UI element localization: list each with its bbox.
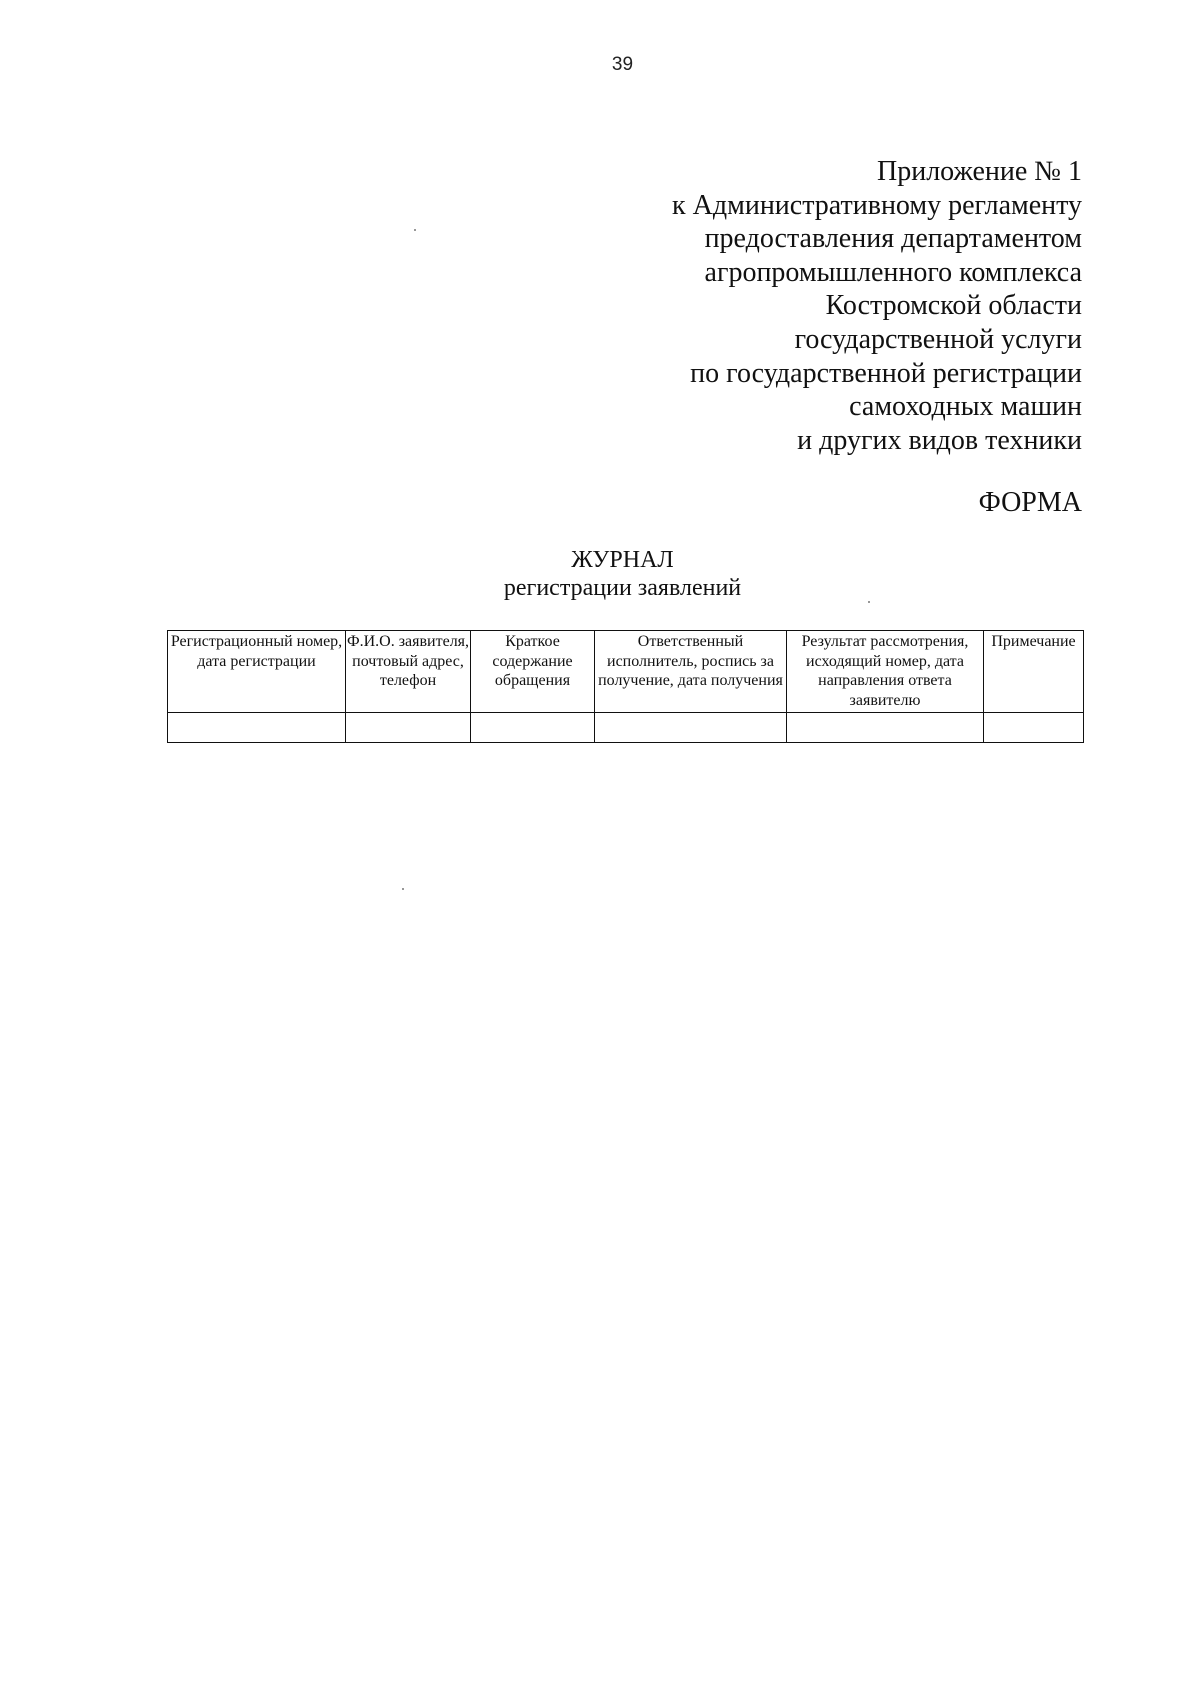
appendix-line: самоходных машин xyxy=(849,391,1082,423)
column-header-applicant: Ф.И.О. заявителя, почтовый адрес, телефон xyxy=(346,631,471,713)
appendix-line: по государственной регистрации xyxy=(690,357,1082,389)
column-header-result: Результат рассмотрения, исходящий номер, дата направления ответа заявителю xyxy=(787,631,984,713)
journal-title: ЖУРНАЛ xyxy=(571,547,674,573)
appendix-line: предоставления департаментом xyxy=(704,223,1082,255)
table-cell xyxy=(168,713,346,743)
journal-subtitle: регистрации заявлений xyxy=(503,575,742,601)
page-number: 39 xyxy=(611,54,634,75)
scan-speck xyxy=(402,888,404,890)
appendix-line: государственной услуги xyxy=(794,323,1082,355)
scan-speck xyxy=(414,229,416,231)
column-header-summary: Краткое содержание обращения xyxy=(471,631,595,713)
appendix-title: Приложение № 1 xyxy=(877,156,1082,187)
table-cell xyxy=(984,713,1084,743)
appendix-line: Костромской области xyxy=(825,290,1082,322)
table-row xyxy=(168,713,1084,743)
journal-table xyxy=(167,630,1084,743)
table-cell xyxy=(595,713,787,743)
table-cell xyxy=(346,713,471,743)
appendix-line: агропромышленного комплекса xyxy=(704,256,1082,288)
appendix-header xyxy=(672,155,1082,457)
table-cell xyxy=(471,713,595,743)
column-header-registration: Регистрационный номер, дата регистрации xyxy=(168,631,346,713)
table-cell xyxy=(787,713,984,743)
form-label: ФОРМА xyxy=(978,487,1082,518)
appendix-line: и других видов техники xyxy=(797,424,1082,456)
table-header-row xyxy=(168,631,1084,713)
column-header-note: Примечание xyxy=(984,631,1084,713)
scan-speck xyxy=(868,601,870,603)
column-header-executor: Ответственный исполнитель, роспись за получение, дата получения xyxy=(595,631,787,713)
journal-heading xyxy=(0,546,1200,602)
appendix-line: к Административному регламенту xyxy=(672,189,1082,221)
